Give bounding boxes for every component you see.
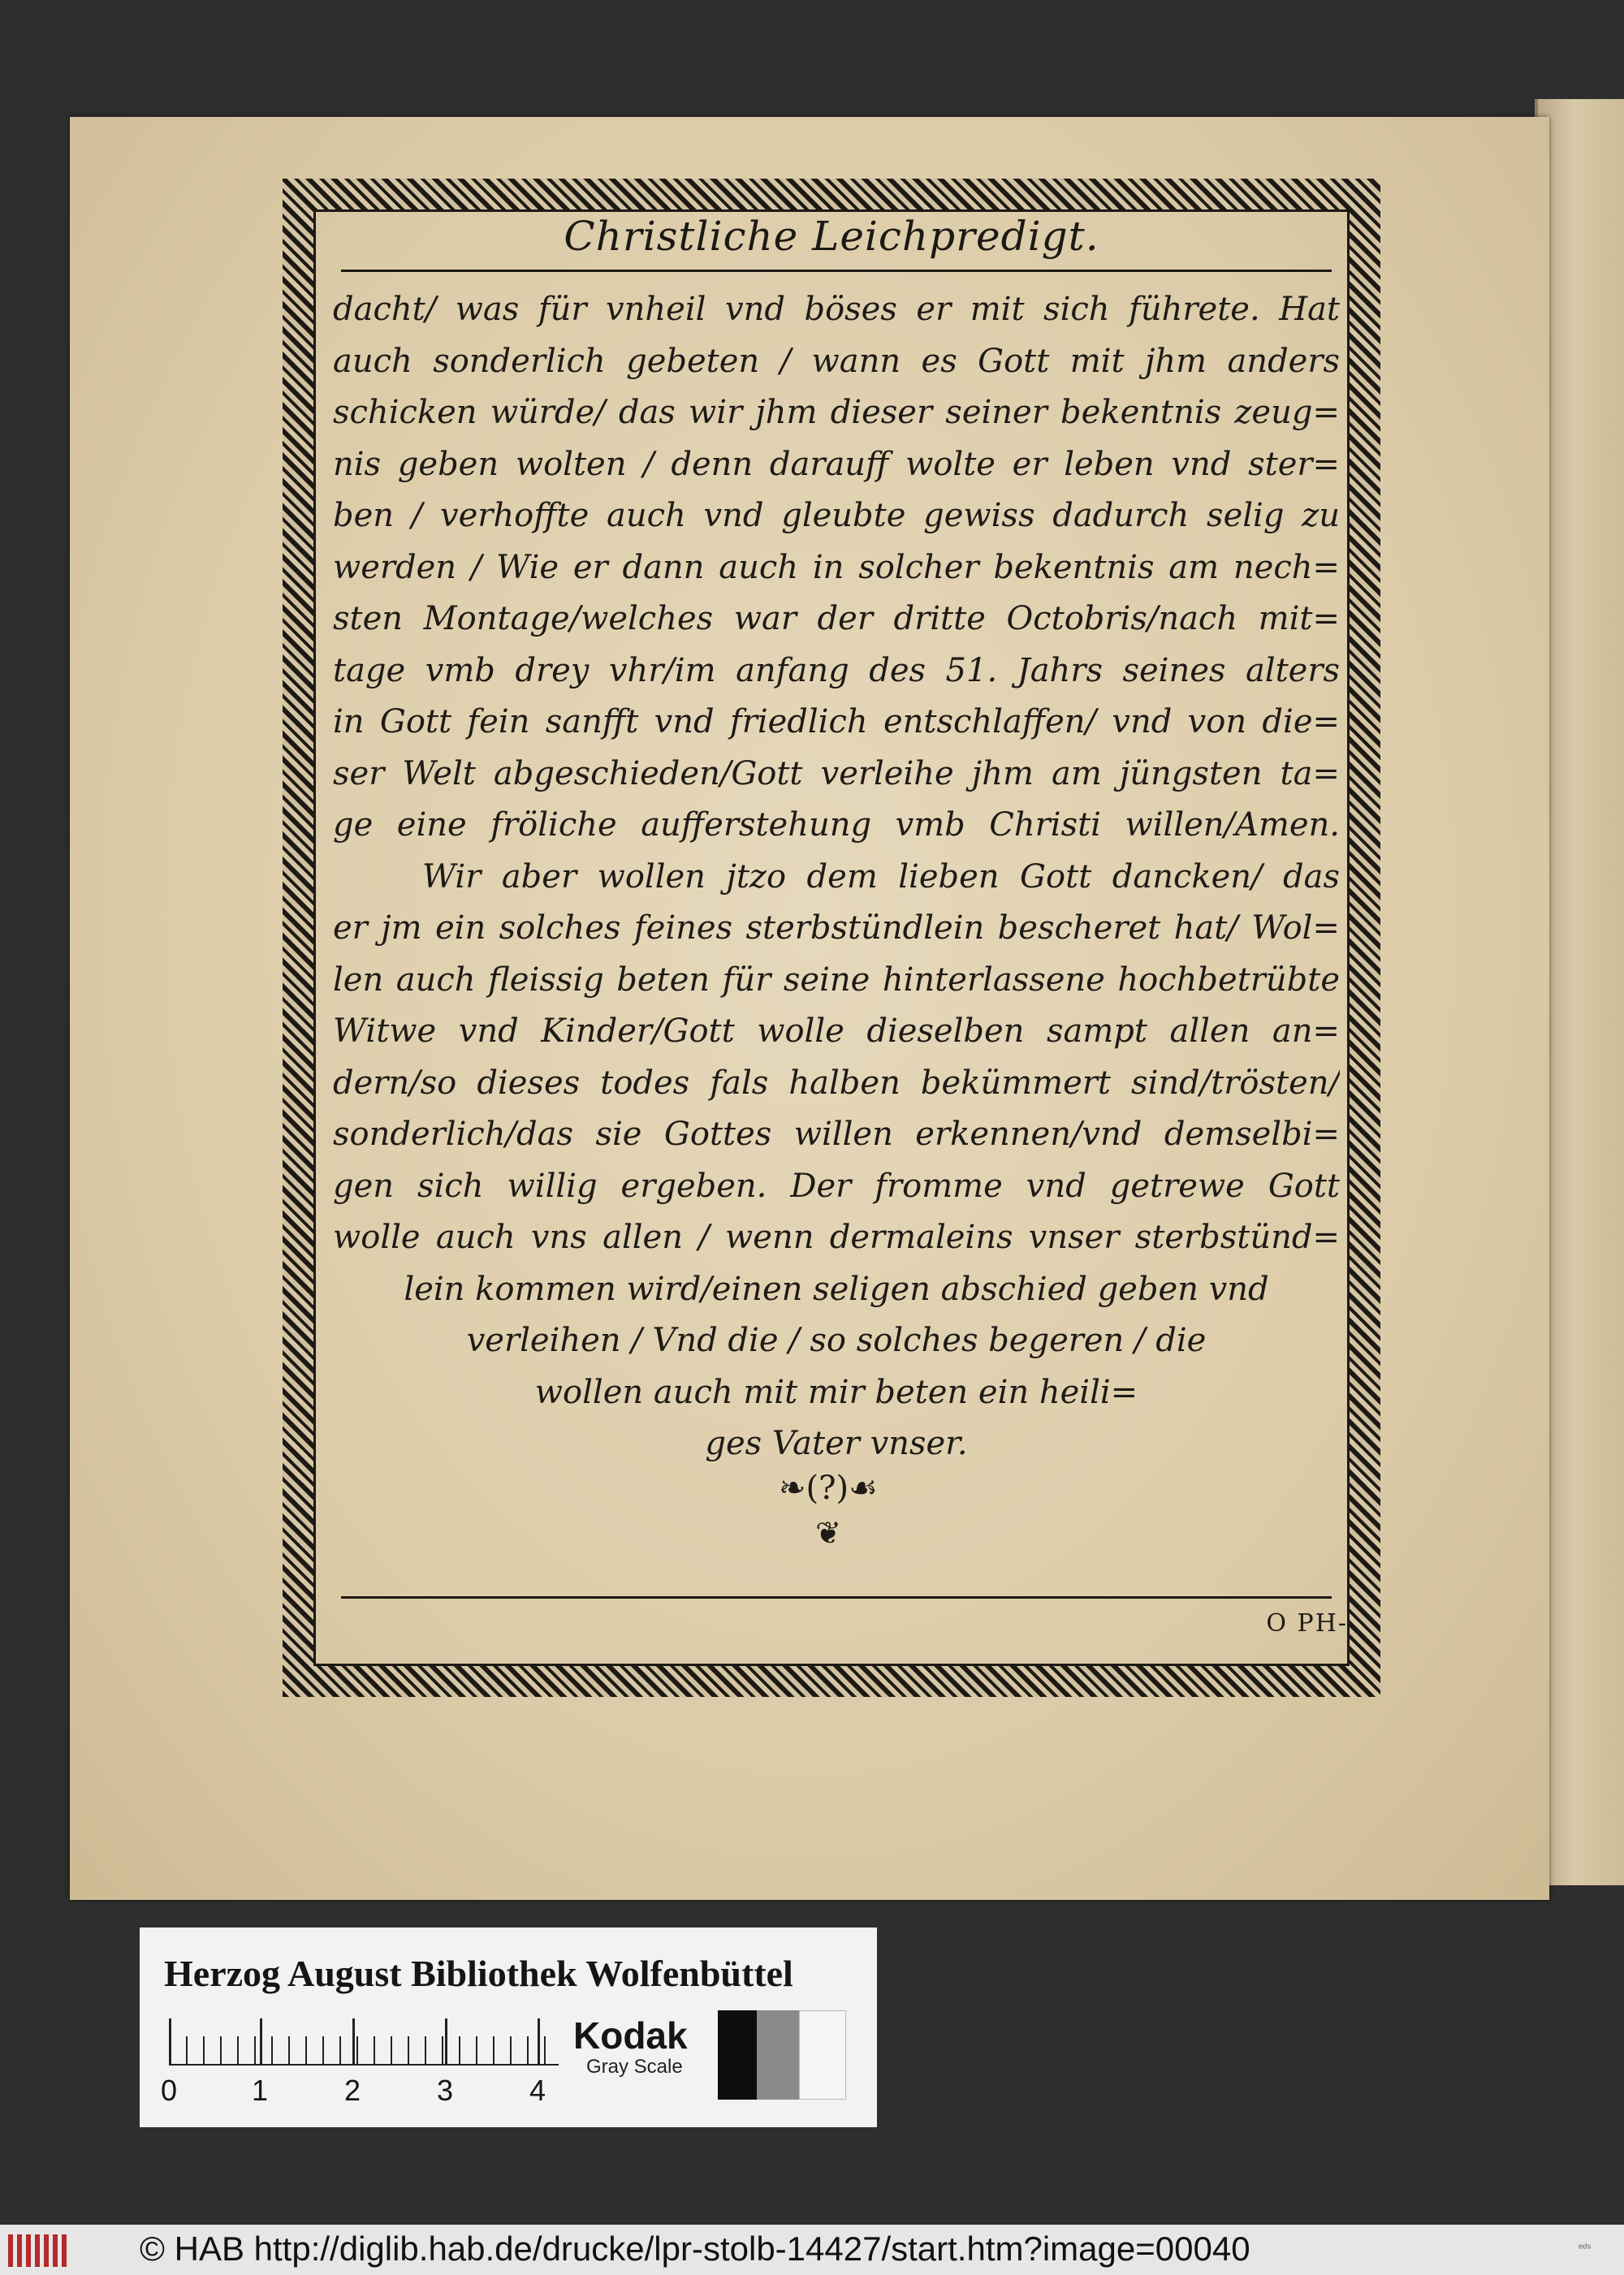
- text-line: ser Welt abgeschieden/Gott verleihe jhm am jüngsten ta=: [333, 754, 1340, 792]
- signature-mark: O PH-: [1266, 1609, 1348, 1638]
- text-line: ben / verhoffte auch vnd gleubte gewiss dadurch selig zu: [333, 497, 1340, 534]
- text-line: wollen auch mit mir beten ein heili=: [534, 1373, 1138, 1411]
- text-line: auch sonderlich gebeten / wann es Gott mit jhm anders: [333, 342, 1340, 380]
- text-line: Witwe vnd Kinder/Gott wolle dieselben sampt allen an=: [333, 1012, 1340, 1050]
- fleuron-ornament: ❧(?)☙: [778, 1470, 879, 1507]
- gray-patch-mid: [757, 2010, 799, 2100]
- corner-mark: ᵉᵈˢ: [1579, 2241, 1592, 2254]
- text-line: dern/so dieses todes fals halben bekümmert sind/trösten/: [333, 1064, 1340, 1102]
- gray-scale-label: Gray Scale: [586, 2056, 683, 2078]
- gray-patch-black: [718, 2010, 757, 2100]
- text-line: gen sich willig ergeben. Der fromme vnd getrewe Gott: [333, 1167, 1340, 1205]
- fleuron-tail-icon: ❦: [815, 1515, 841, 1551]
- foot-rule: [341, 1596, 1332, 1599]
- text-line: nis geben wolten / denn darauff wolte er leben vnd ster=: [333, 445, 1340, 483]
- ruler-major-tick: [169, 2018, 171, 2064]
- text-line: dacht/ was für vnheil vnd böses er mit sich führete. Hat: [333, 291, 1340, 328]
- text-line: ges Vater vnser.: [705, 1425, 968, 1462]
- ruler-number: 1: [252, 2074, 269, 2107]
- head-rule: [341, 270, 1332, 272]
- ruler-major-tick: [352, 2018, 355, 2064]
- ruler-number: 0: [161, 2074, 178, 2107]
- text-line: wolle auch vns allen / wenn dermaleins vnser sterbstünd=: [333, 1219, 1340, 1256]
- color-scale-card: [140, 1927, 877, 2127]
- hab-logo-icon: [8, 2234, 70, 2267]
- text-line: lein kommen wird/einen seligen abschied geben vnd: [404, 1270, 1269, 1308]
- text-line: tage vmb drey vhr/im anfang des 51. Jahrs seines alters: [333, 651, 1340, 689]
- text-line: len auch fleissig beten für seine hinterlassene hochbetrübte: [333, 961, 1340, 999]
- text-line: ge eine fröliche aufferstehung vmb Christi willen/Amen.: [333, 806, 1340, 844]
- text-line: werden / Wie er dann auch in solcher bekentnis am nech=: [333, 548, 1340, 586]
- ruler-major-tick: [260, 2018, 262, 2064]
- text-line: Wir aber wollen jtzo dem lieben Gott dancken/ das: [422, 857, 1340, 896]
- ruler-major-tick: [538, 2018, 540, 2064]
- ruler-number: 4: [529, 2074, 546, 2107]
- text-line: verleihen / Vnd die / so solches begeren / die: [466, 1322, 1207, 1359]
- text-line: in Gott fein sanfft vnd friedlich entschlaffen/ vnd von die=: [333, 703, 1340, 740]
- source-url[interactable]: © HAB http://diglib.hab.de/drucke/lpr-stolb-14427/start.htm?image=00040: [140, 2230, 1250, 2268]
- text-line: sonderlich/das sie Gottes willen erkennen/vnd demselbi=: [333, 1116, 1340, 1153]
- ruler: [169, 2018, 559, 2066]
- body-text: [333, 284, 1340, 1470]
- library-name: Herzog August Bibliothek Wolfenbüttel: [164, 1953, 793, 1994]
- gray-patch-white: [799, 2010, 846, 2100]
- text-line: schicken würde/ das wir jhm dieser seiner bekentnis zeug=: [333, 394, 1340, 431]
- footer-url-bar: [0, 2225, 1624, 2275]
- ruler-major-tick: [445, 2018, 447, 2064]
- text-line: sten Montage/welches war der dritte Octobris/nach mit=: [333, 600, 1340, 637]
- ruler-number: 3: [437, 2074, 454, 2107]
- text-line: er jm ein solches feines sterbstündlein bescheret hat/ Wol=: [333, 909, 1340, 947]
- kodak-brand: Kodak: [573, 2014, 688, 2057]
- ruler-number: 2: [344, 2074, 361, 2107]
- running-head: Christliche Leichpredigt.: [564, 213, 1099, 260]
